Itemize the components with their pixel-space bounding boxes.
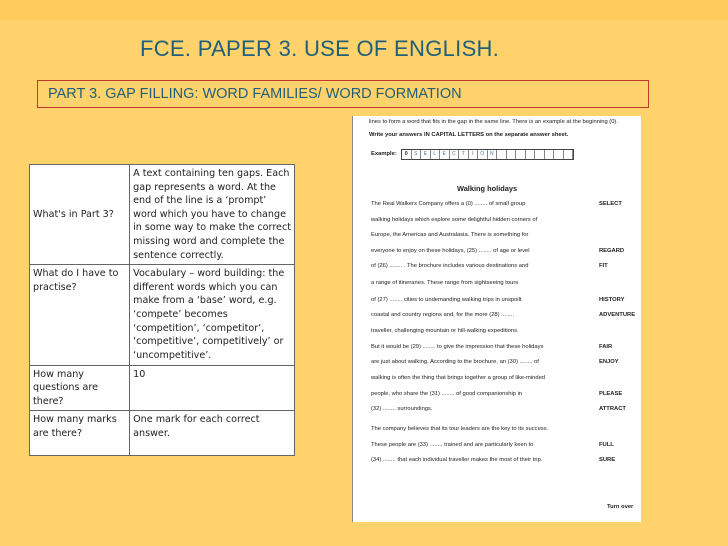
prompt-word: REGARD (599, 248, 625, 254)
example-letter-box: C (450, 150, 460, 159)
paper-text-line: But it would be (29) ........ to give the impression that these holidays (371, 344, 544, 350)
prompt-word: FULL (599, 442, 614, 448)
paper-text-line: The Real Walkers Company offers a (0) ........ of small group (371, 201, 526, 207)
paper-instruction: lines to form a word that fits in the gap in the same line. There is an example at the beginning (0). (369, 119, 618, 125)
table-cell-question: How many questions are there? (30, 365, 130, 411)
prompt-word: SURE (599, 457, 616, 463)
table-cell-answer: 10 (130, 365, 295, 411)
example-letter-box (507, 150, 517, 159)
table-cell-answer: A text containing ten gaps. Each gap represents a word. At the end of the line is a ‘prompt’ word which you have to change in some way to make the correct missing word and complete the sentence correctly. (130, 165, 295, 265)
paper-text-line: are just about walking. According to the brochure, an (30) ........ of (371, 359, 539, 365)
paper-text-line: a range of itineraries. These range from sightseeing tours (371, 280, 519, 286)
prompt-word: SELECT (599, 201, 622, 207)
example-letter-box: S (412, 150, 422, 159)
table-cell-answer: Vocabulary – word building: the different words which you can make from a ‘base’ word, e.g. ‘compete’ becomes ‘competition’, ‘competitor’, ‘competitive’, competitively’ or ‘uncompetitive’. (130, 265, 295, 365)
table-cell-question: What do I have to practise? (30, 265, 130, 365)
example-letter-box (497, 150, 507, 159)
example-letter-box: N (488, 150, 498, 159)
prompt-word: FIT (599, 263, 608, 269)
paper-text-line: walking is often the thing that brings together a group of like-minded (371, 375, 546, 381)
turn-over-text: Turn over (607, 504, 634, 510)
prompt-word: FAIR (599, 344, 613, 350)
table-row (30, 365, 295, 411)
paper-text-line: (32) ........ surroundings. (371, 406, 433, 412)
table-row (30, 411, 295, 455)
example-letter-box: O (478, 150, 488, 159)
paper-text-line: people, who share the (31) ........ of good companionship in (371, 391, 523, 397)
paper-text-line: (34) ........ that each individual traveller makes the most of their trip. (371, 457, 543, 463)
paper-text-line: of (26) ........ . The brochure includes various destinations and (371, 263, 529, 269)
example-answer-boxes (401, 149, 574, 160)
example-number: 0 (402, 150, 412, 159)
prompt-word: ADVENTURE (599, 312, 636, 318)
example-label: Example: (371, 151, 397, 157)
table-cell-answer: One mark for each correct answer. (130, 411, 295, 455)
paper-text-line: Europe, the Americas and Australasia. There is something for (371, 232, 529, 238)
exam-paper-image (352, 116, 641, 522)
paper-text-line: everyone to enjoy on these holidays, (25) ........ of age or level (371, 248, 530, 254)
slide-subtitle: PART 3. GAP FILLING: WORD FAMILIES/ WORD FORMATION (37, 80, 649, 108)
top-band (0, 0, 728, 20)
example-letter-box (564, 150, 574, 159)
paper-text-line: coastal and country regions and, for the more (28) ........ (371, 312, 515, 318)
paper-text-line: walking holidays which explore some delightful hidden corners of (371, 217, 538, 223)
example-letter-box (526, 150, 536, 159)
example-letter-box (535, 150, 545, 159)
example-letter-box (516, 150, 526, 159)
prompt-word: PLEASE (599, 391, 623, 397)
paper-text-line: traveller, challenging mountain or hill-walking expeditions. (371, 328, 519, 334)
example-letter-box: E (421, 150, 431, 159)
table-row (30, 265, 295, 365)
table-cell-question: What's in Part 3? (30, 165, 130, 265)
paper-text-line: of (27) ........ cities to undemanding walking trips in unspoilt (371, 297, 522, 303)
paper-instruction: Write your answers IN CAPITAL LETTERS on the separate answer sheet. (369, 132, 569, 138)
table-row (30, 165, 295, 265)
example-letter-box (554, 150, 564, 159)
example-letter-box: I (469, 150, 479, 159)
prompt-word: ATTRACT (599, 406, 626, 412)
example-letter-box: T (459, 150, 469, 159)
example-letter-box: L (431, 150, 441, 159)
info-table (29, 164, 295, 456)
paper-heading: Walking holidays (457, 184, 518, 193)
prompt-word: HISTORY (599, 297, 625, 303)
paper-text-line: The company believes that its tour leaders are the key to its success. (371, 426, 549, 432)
table-cell-question: How many marks are there? (30, 411, 130, 455)
paper-text-line: These people are (33) ........ trained and are particularly keen to (371, 442, 534, 448)
slide-title: FCE. PAPER 3. USE OF ENGLISH. (140, 36, 500, 61)
prompt-word: ENJOY (599, 359, 619, 365)
example-letter-box: E (440, 150, 450, 159)
example-letter-box (545, 150, 555, 159)
